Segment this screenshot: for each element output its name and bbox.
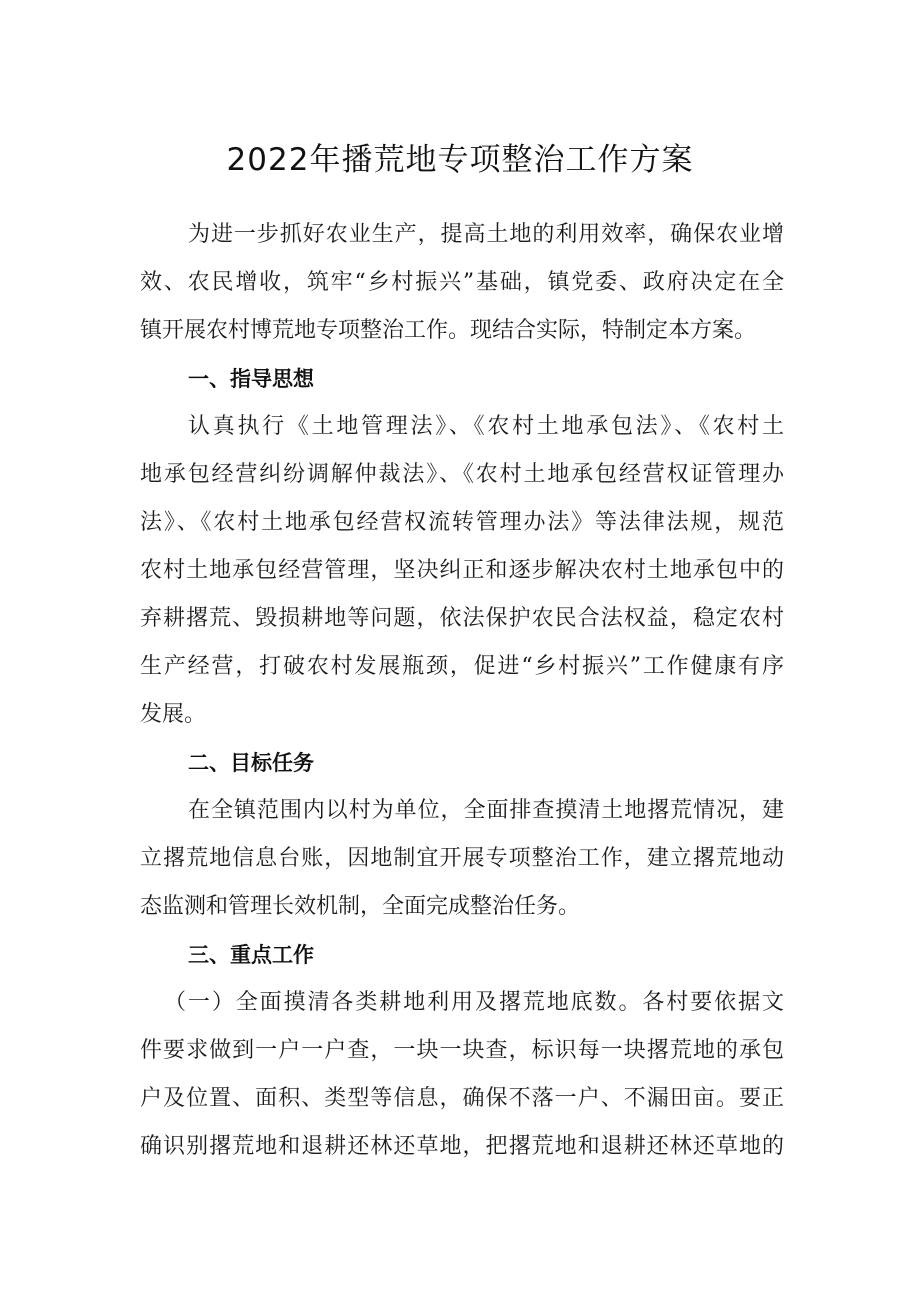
paragraph-line: 农村土地承包经营管理，坚决纠正和逐步解决农村土地承包中的: [140, 558, 784, 583]
section-heading-objectives: 二、目标任务: [188, 751, 314, 775]
paragraph-line: 态监测和管理长效机制，全面完成整治任务。: [140, 894, 581, 919]
paragraph-line: 法》、《农村土地承包经营权流转管理办法》等法律法规，规范: [140, 510, 784, 535]
document-body: [140, 211, 784, 1171]
section-paragraph-objectives: [140, 787, 784, 931]
section-paragraph-guiding-ideology: [140, 403, 784, 739]
paragraph-line: 弃耕撂荒、毁损耕地等问题，依法保护农民合法权益，稳定农村: [140, 606, 784, 631]
paragraph-line: 件要求做到一户一户查，一块一块查，标识每一块撂荒地的承包: [140, 1038, 784, 1063]
paragraph-line: 在全镇范围内以村为单位，全面排查摸清土地撂荒情况，建: [188, 798, 784, 823]
paragraph-line: 发展。: [140, 702, 207, 727]
document-title: 2022年播荒地专项整治工作方案: [226, 142, 694, 178]
paragraph-line: 生产经营，打破农村发展瓶颈，促进“乡村振兴”工作健康有序: [140, 654, 784, 679]
section-heading-key-work: 三、重点工作: [188, 943, 314, 967]
section-heading-guiding-ideology: 一、指导思想: [188, 367, 314, 391]
paragraph-line: 户及位置、面积、类型等信息，确保不落一户、不漏田亩。要正: [140, 1086, 784, 1111]
paragraph-line: 立撂荒地信息台账，因地制宜开展专项整治工作，建立撂荒地动: [140, 846, 784, 871]
paragraph-line: 镇开展农村博荒地专项整治工作。现结合实际，特制定本方案。: [140, 318, 757, 343]
paragraph-line: 效、农民增收，筑牢“乡村振兴”基础，镇党委、政府决定在全: [140, 270, 784, 295]
paragraph-line: 认真执行《土地管理法》、《农村土地承包法》、《农村土: [188, 414, 784, 439]
paragraph-line: （一）全面摸清各类耕地利用及撂荒地底数。各村要依据文: [164, 990, 784, 1015]
section-paragraph-key-work: [140, 979, 784, 1171]
paragraph-line: 确识别撂荒地和退耕还林还草地，把撂荒地和退耕还林还草地的: [140, 1134, 784, 1159]
intro-paragraph: [140, 211, 784, 355]
paragraph-line: 地承包经营纠纷调解仲裁法》、《农村土地承包经营权证管理办: [140, 462, 784, 487]
paragraph-line: 为进一步抓好农业生产，提高土地的利用效率，确保农业增: [188, 222, 784, 247]
